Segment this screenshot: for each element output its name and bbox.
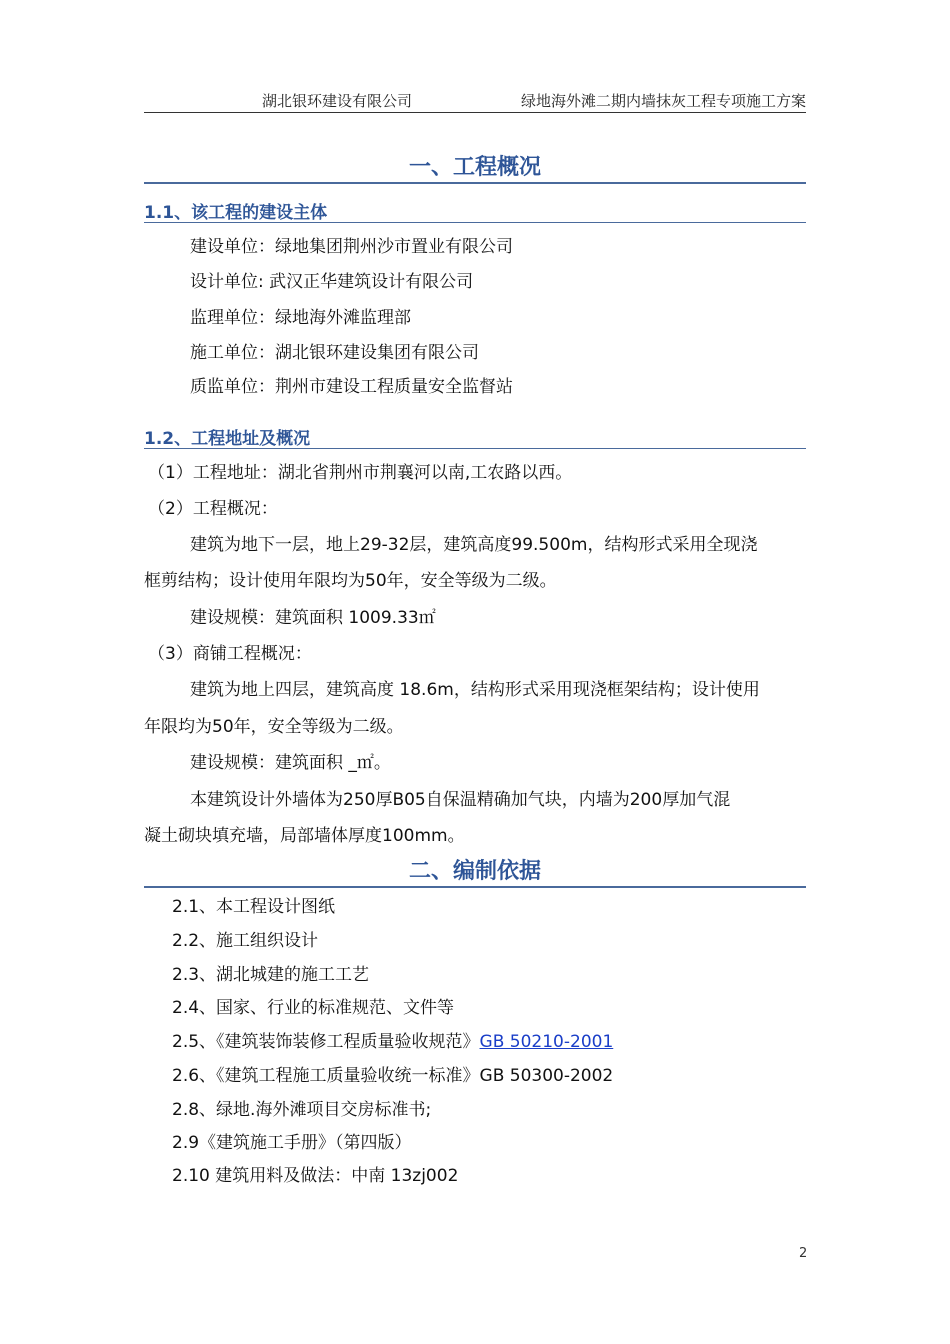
basis-item: 2.3、湖北城建的施工工艺 (172, 965, 370, 985)
party-construction-unit: 建设单位：绿地集团荆州沙市置业有限公司 (190, 237, 513, 257)
basis-item-with-link (172, 1027, 613, 1052)
basis-item: 2.2、施工组织设计 (172, 931, 319, 951)
overview-line: 凝土砌块填充墙，局部墙体厚度100mm。 (144, 826, 465, 846)
basis-item: 2.6、《建筑工程施工质量验收统一标准》GB 50300-2002 (172, 1066, 614, 1086)
party-contractor-unit: 施工单位：湖北银环建设集团有限公司 (190, 343, 479, 363)
standard-link[interactable]: GB 50210-2001 (479, 1032, 614, 1052)
section-title-overview: 一、工程概况 (144, 150, 806, 184)
basis-item: 2.4、国家、行业的标准规范、文件等 (172, 998, 455, 1018)
overview-line: 建筑为地下一层，地上29-32层，建筑高度99.500m，结构形式采用全现浇 (190, 535, 758, 555)
overview-line: （1）工程地址：湖北省荆州市荆襄河以南,工农路以西。 (148, 463, 573, 483)
overview-line: 建设规模：建筑面积 _㎡。 (190, 753, 391, 773)
overview-line: 建设规模：建筑面积 1009.33㎡ (190, 608, 436, 628)
section-title-basis: 二、编制依据 (144, 854, 806, 888)
basis-item-text: 2.5、《建筑装饰装修工程质量验收规范》 (172, 1032, 480, 1052)
basis-item: 2.10 建筑用料及做法：中南 13zj002 (172, 1166, 459, 1186)
subsection-title-address-overview: 1.2、工程地址及概况 (144, 424, 806, 449)
overview-line: 框剪结构；设计使用年限均为50年，安全等级为二级。 (144, 571, 557, 591)
subsection-title-construction-parties: 1.1、该工程的建设主体 (144, 198, 806, 223)
overview-line: 建筑为地上四层，建筑高度 18.6m，结构形式采用现浇框架结构；设计使用 (190, 680, 760, 700)
overview-line: 本建筑设计外墙体为250厚B05自保温精确加气块，内墙为200厚加气混 (190, 790, 731, 810)
basis-item: 2.9《建筑施工手册》（第四版） (172, 1133, 412, 1153)
page-header (144, 88, 806, 113)
party-design-unit: 设计单位: 武汉正华建筑设计有限公司 (190, 272, 474, 292)
overview-line: （3）商铺工程概况： (148, 644, 312, 664)
page-number: 2 (799, 1246, 808, 1261)
overview-line: 年限均为50年，安全等级为二级。 (144, 717, 404, 737)
header-company: 湖北银环建设有限公司 (262, 92, 413, 110)
overview-line: （2）工程概况： (148, 499, 278, 519)
basis-item: 2.1、本工程设计图纸 (172, 897, 336, 917)
party-supervision-unit: 监理单位：绿地海外滩监理部 (190, 308, 411, 328)
header-doc-title: 绿地海外滩二期内墙抹灰工程专项施工方案 (520, 92, 806, 110)
basis-item: 2.8、绿地.海外滩项目交房标准书; (172, 1100, 432, 1120)
party-quality-unit: 质监单位：荆州市建设工程质量安全监督站 (190, 377, 513, 397)
